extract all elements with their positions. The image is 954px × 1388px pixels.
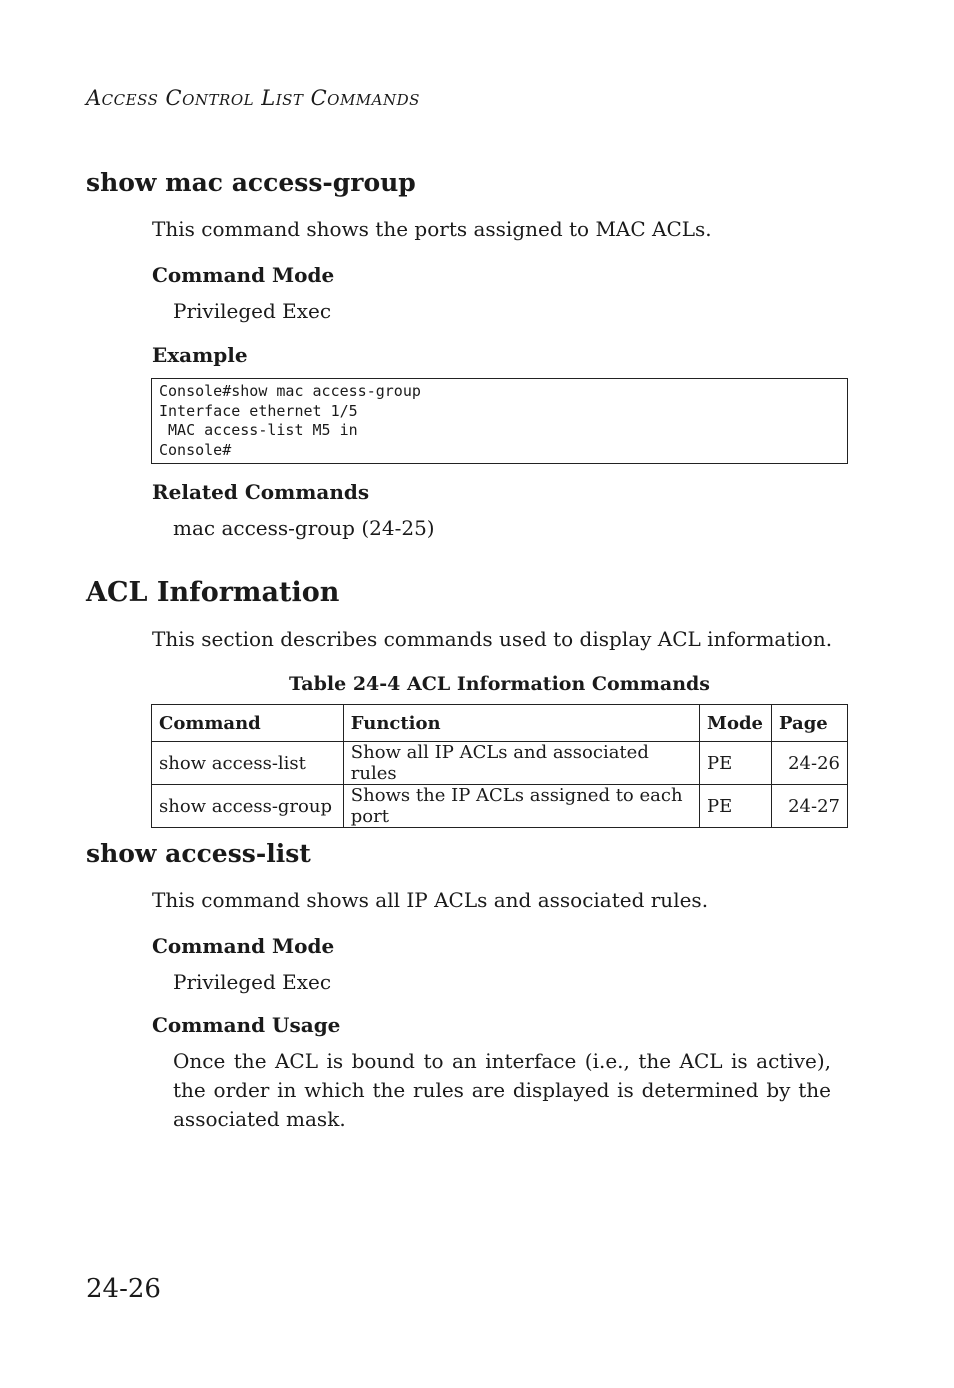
section-description: This command shows the ports assigned to MAC ACLs. (152, 217, 712, 241)
column-header-function: Function (343, 705, 699, 742)
cell-function: Shows the IP ACLs assigned to each port (343, 785, 699, 828)
cell-mode: PE (700, 742, 772, 785)
related-command-link[interactable]: mac access-group (24-25) (173, 516, 435, 540)
table-caption: Table 24-4 ACL Information Commands (288, 673, 710, 695)
table-row (152, 785, 848, 828)
section-description: This command shows all IP ACLs and associated rules. (152, 888, 709, 912)
command-mode-value: Privileged Exec (173, 299, 332, 323)
cell-command: show access-list (152, 742, 344, 785)
column-header-page: Page (772, 705, 848, 742)
code-line: MAC access-list M5 in (159, 421, 358, 439)
example-label: Example (152, 343, 248, 367)
column-header-command: Command (152, 705, 344, 742)
cell-page: 24-26 (772, 742, 848, 785)
table-header-row (152, 705, 848, 742)
command-usage-text: Once the ACL is bound to an interface (i.e., the ACL is active), the order in which the rules are displayed is determined by the associated mask. (173, 1049, 831, 1131)
command-mode-label: Command Mode (152, 263, 335, 287)
cell-function: Show all IP ACLs and associated rules (343, 742, 699, 785)
code-line: Console#show mac access-group (159, 382, 421, 400)
section-description: This section describes commands used to display ACL information. (152, 627, 833, 651)
cell-command: show access-group (152, 785, 344, 828)
example-code-block (151, 378, 848, 464)
command-mode-label: Command Mode (152, 934, 335, 958)
code-line: Interface ethernet 1/5 (159, 401, 358, 420)
command-mode-value: Privileged Exec (173, 970, 332, 994)
related-commands-label: Related Commands (152, 480, 370, 504)
column-header-mode: Mode (700, 705, 772, 742)
section-title-show-mac-access-group: show mac access-group (86, 168, 416, 197)
cell-mode: PE (700, 785, 772, 828)
table-row (152, 742, 848, 785)
cell-page: 24-27 (772, 785, 848, 828)
section-title-acl-information: ACL Information (86, 577, 340, 608)
page-number: 24-26 (86, 1274, 161, 1304)
section-title-show-access-list: show access-list (86, 839, 311, 868)
command-usage-label: Command Usage (152, 1013, 341, 1037)
acl-commands-table (151, 704, 848, 828)
running-header: Access Control List Commands (86, 86, 420, 110)
code-line: Console# (159, 440, 232, 459)
